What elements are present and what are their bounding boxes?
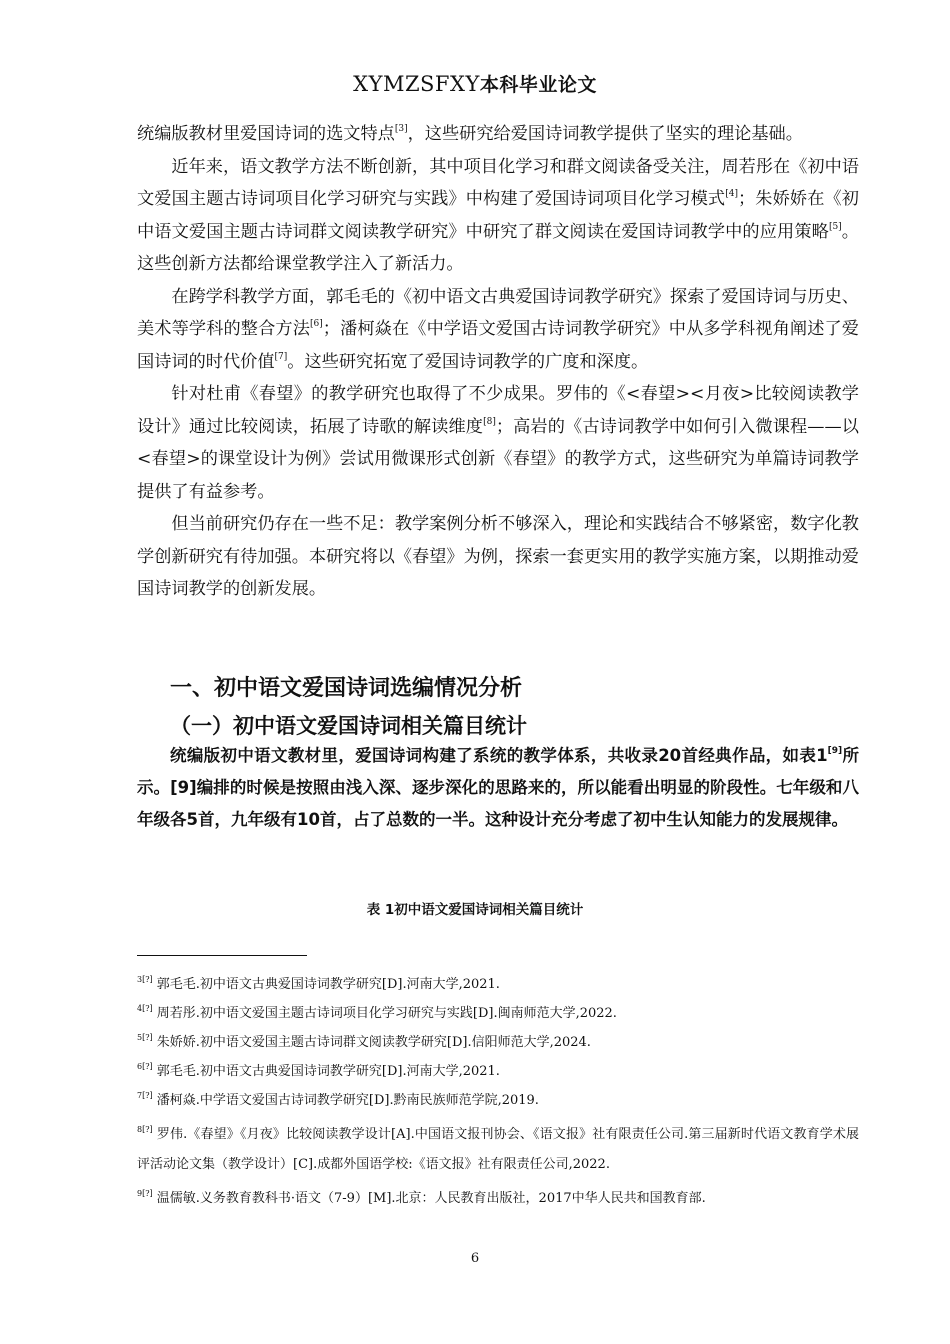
header-cjk: 本科毕业论文 [479,74,597,96]
footnote-7: $^{7[?]}$ 潘柯焱.中学语文爱国古诗词教学研究[D].黔南民族师范学院,2019. [137,1091,539,1108]
footnotes [137,975,859,1218]
running-header [0,70,950,97]
paragraph-4: 针对杜甫《春望》的教学研究也取得了不少成果。罗伟的《<春望><月夜>比较阅读教学设计》通过比较阅读，拓展了诗歌的解读维度[8]；高岩的《古诗词教学中如何引入微课程——以<春望>的课堂设计为例》尝试用微课形式创新《春望》的教学方式，这些研究为单篇诗词教学提供了有益参考。 [137,384,859,502]
footnote-9: $^{9[?]}$ 温儒敏.义务教育教科书·语文（7-9）[M].北京：人民教育出版社，2017中华人民共和国教育部. [137,1189,706,1206]
citation-3[interactable]: [3] [394,124,408,134]
footnote-6: $^{6[?]}$ 郭毛毛.初中语文古典爱国诗词教学研究[D].河南大学,2021. [137,1062,500,1079]
citation-9[interactable]: [9] [827,746,843,756]
section-heading: 一、初中语文爱国诗词选编情况分析 [170,676,523,701]
body-text [137,118,859,606]
paragraph-2: 近年来，语文教学方法不断创新，其中项目化学习和群文阅读备受关注，周若彤在《初中语文爱国主题古诗词项目化学习研究与实践》中构建了爱国诗词项目化学习模式[4]；朱娇娇在《初中语文爱国主题古诗词群文阅读教学研究》中研究了群文阅读在爱国诗词教学中的应用策略[5]。这些创新方法都给课堂教学注入了新活力。 [137,156,859,274]
footnote-8: $^{8[?]}$ 罗伟.《春望》《月夜》比较阅读教学设计[A].中国语文报刊协会、《语文报》社有限责任公司.第三届新时代语文教育学术展评活动论文集（教学设计）[C].成都外国语学校:《语文报》社有限责任公司,2022. [137,1125,859,1172]
subsection-heading: （一）初中语文爱国诗词相关篇目统计 [170,714,527,738]
paragraph-3: 在跨学科教学方面，郭毛毛的《初中语文古典爱国诗词教学研究》探索了爱国诗词与历史、美术等学科的整合方法[6]；潘柯焱在《中学语文爱国古诗词教学研究》中从多学科视角阐述了爱国诗词的时代价值[7]。这些研究拓宽了爱国诗词教学的广度和深度。 [137,286,859,372]
table-caption: 表 1初中语文爱国诗词相关篇目统计 [366,902,584,918]
paragraph-5: 但当前研究仍存在一些不足：教学案例分析不够深入，理论和实践结合不够紧密，数字化教学创新研究有待加强。本研究将以《春望》为例，探索一套更实用的教学实施方案，以期推动爱国诗词教学的创新发展。 [137,514,859,599]
footnote-divider [137,955,307,956]
footnote-5: $^{5[?]}$ 朱娇娇.初中语文爱国主题古诗词群文阅读教学研究[D].信阳师范大学,2024. [137,1033,591,1050]
citation-6[interactable]: [6] [310,319,323,329]
paragraph-1: 统编版教材里爱国诗词的选文特点[3]，这些研究给爱国诗词教学提供了坚实的理论基础。 [137,124,803,144]
citation-4[interactable]: [4] [725,189,738,199]
citation-8[interactable]: [8] [483,416,496,427]
footnote-4: $^{4[?]}$ 周若彤.初中语文爱国主题古诗词项目化学习研究与实践[D].闽南师范大学,2022. [137,1004,617,1021]
bold-paragraph: 统编版初中语文教材里，爱国诗词构建了系统的教学体系，共收录20首经典作品，如表1[9]所示。[9]编排的时候是按照由浅入深、逐步深化的思路来的，所以能看出明显的阶段性。七年级和八年级各5首，九年级有10首，占了总数的一半。这种设计充分考虑了初中生认知能力的发展规律。 [137,746,859,829]
page-number: 6 [470,1251,480,1266]
header-latin: XYMZSFXY [353,72,480,96]
citation-7[interactable]: [7] [274,351,288,362]
citation-5[interactable]: [5] [828,221,842,232]
footnote-3: $^{3[?]}$ 郭毛毛.初中语文古典爱国诗词教学研究[D].河南大学,2021. [137,975,500,992]
